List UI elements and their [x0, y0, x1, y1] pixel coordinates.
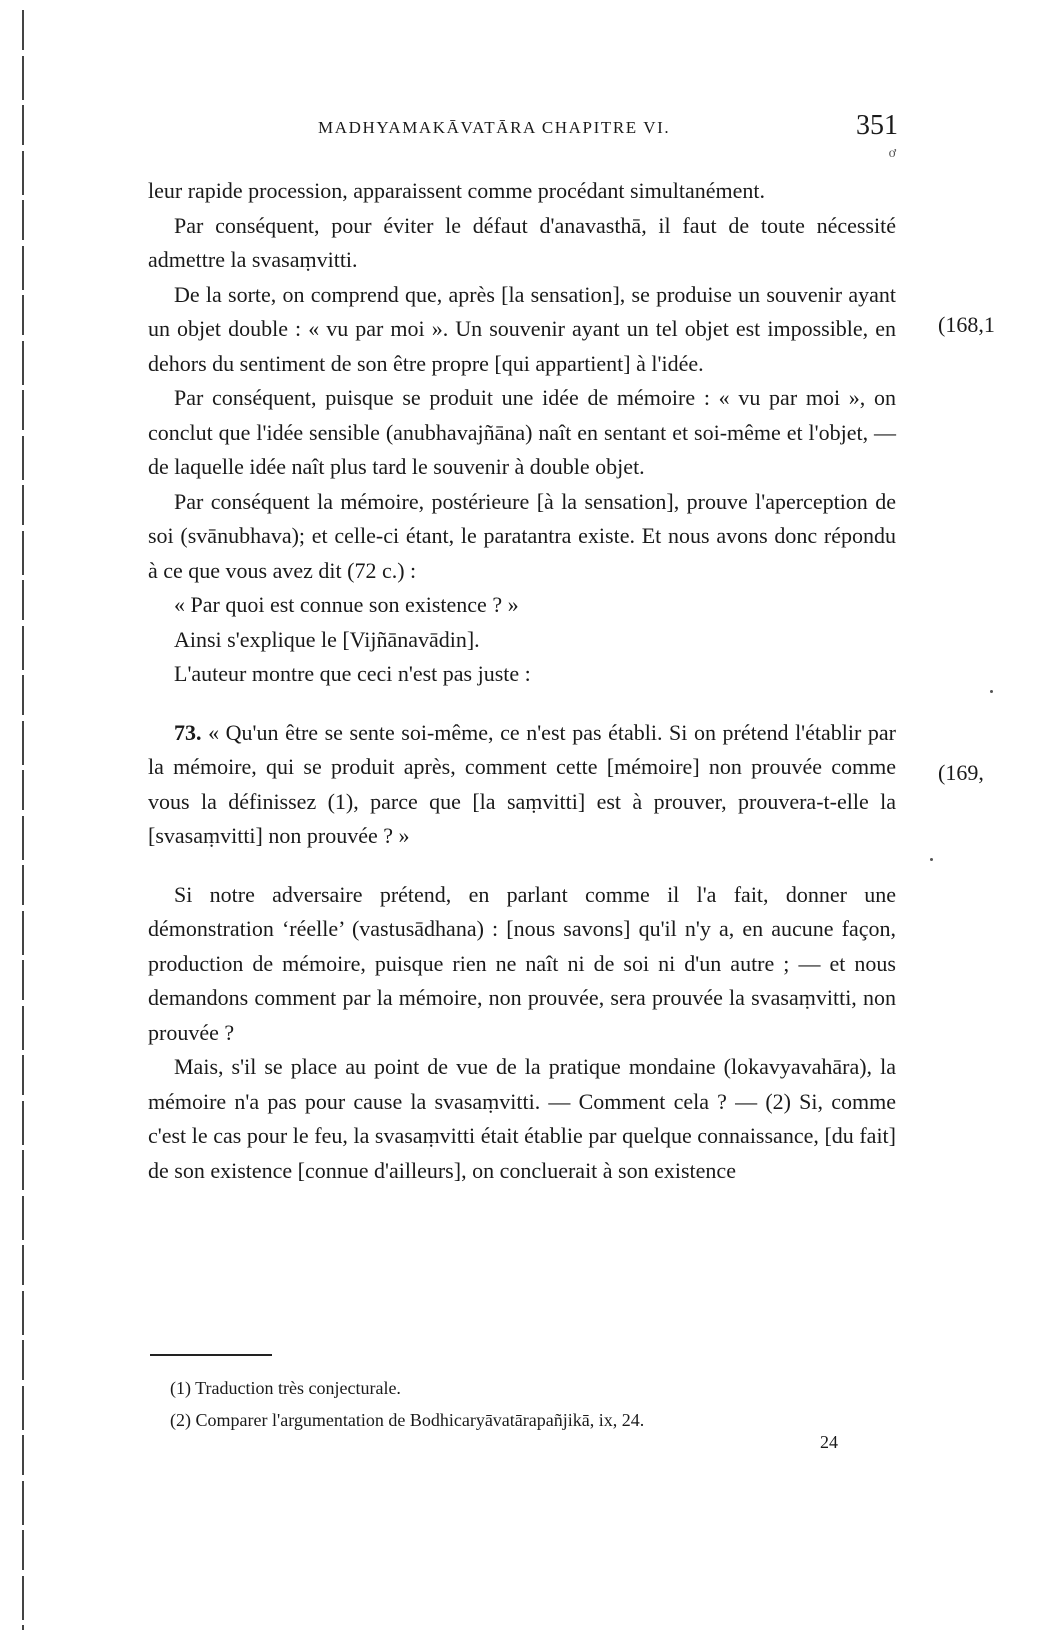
- footnote-2: (2) Comparer l'argumentation de Bodhicaryāvatārapañjikā, ix, 24.: [170, 1410, 645, 1430]
- signature-mark: 24: [820, 1432, 838, 1452]
- running-title: MADHYAMAKĀVATĀRA CHAPITRE VI.: [318, 118, 671, 137]
- binding-edge-line: [22, 10, 24, 1630]
- page-number: 351: [856, 110, 898, 141]
- scan-speck: [930, 858, 933, 861]
- footnote-divider: [150, 1354, 272, 1356]
- paragraph: De la sorte, on comprend que, après [la sensation], se produise un souvenir ayant un objet double : « vu par moi ». Un souvenir ayant un tel objet est impossible, en dehors du sentiment de son être propre [qui appartient] à l'idée.: [148, 281, 896, 376]
- paragraph: Si notre adversaire prétend, en parlant comme il l'a fait, donner une démonstration ‘réelle’ (vastusādhana) : [nous savons] qu'il n'y a, en aucune façon, production de mémoire, puisque rien ne naît ni de soi ni d'un autre ; — et nous demandons comment par la mémoire, non prouvée, sera prouvée la svasaṃvitti, non prouvée ?: [148, 881, 896, 1045]
- quoted-line: « Par quoi est connue son existence ? »: [174, 592, 519, 617]
- footnotes: [170, 1372, 870, 1436]
- ornament-mark: ơ: [888, 146, 896, 161]
- verse-number: 73.: [174, 719, 202, 745]
- paragraph: Par conséquent, puisque se produit une idée de mémoire : « vu par moi », on conclut que l'idée sensible (anubhavajñāna) naît en sentant et soi-même et l'objet, — de laquelle idée naît plus tard le souvenir à double objet.: [148, 385, 896, 479]
- scan-speck: [990, 690, 993, 693]
- margin-reference-168: (168,1: [938, 312, 995, 337]
- body-text: [148, 174, 896, 1188]
- paragraph: leur rapide procession, apparaissent comme procédant simultanément.: [148, 178, 766, 203]
- paragraph: Mais, s'il se place au point de vue de la pratique mondaine (lokavyavahāra), la mémoire n'a pas pour cause la svasaṃvitti. — Comment cela ? — (2) Si, comme c'est le cas pour le feu, la svasaṃvitti était établie par quelque connaissance, [du fait] de son existence [connue d'ailleurs], on concluerait à son existence: [148, 1054, 896, 1183]
- paragraph: Par conséquent, pour éviter le défaut d'anavasthā, il faut de toute nécessité admettre la svasaṃvitti.: [148, 212, 896, 272]
- margin-reference-169: (169,: [938, 760, 984, 785]
- paragraph: L'auteur montre que ceci n'est pas juste :: [174, 661, 531, 686]
- verse-text: « Qu'un être se sente soi-même, ce n'est pas établi. Si on prétend l'établir par la mémoire, qui se produit après, comment cette [mémoire] non prouvée comme vous la définissez (1), parce que [la saṃvitti] est à prouver, prouvera-t-elle la [svasaṃvitti] non prouvée ? »: [148, 719, 897, 848]
- verse-paragraph: [148, 716, 896, 854]
- footnote-1: (1) Traduction très conjecturale.: [170, 1378, 401, 1398]
- paragraph: Ainsi s'explique le [Vijñānavādin].: [174, 626, 480, 652]
- page-header: [318, 110, 898, 161]
- paragraph: Par conséquent la mémoire, postérieure [à la sensation], prouve l'aperception de soi (svānubhava); et celle-ci étant, le paratantra existe. Et nous avons donc répondu à ce que vous avez dit (72 c.) :: [148, 488, 896, 583]
